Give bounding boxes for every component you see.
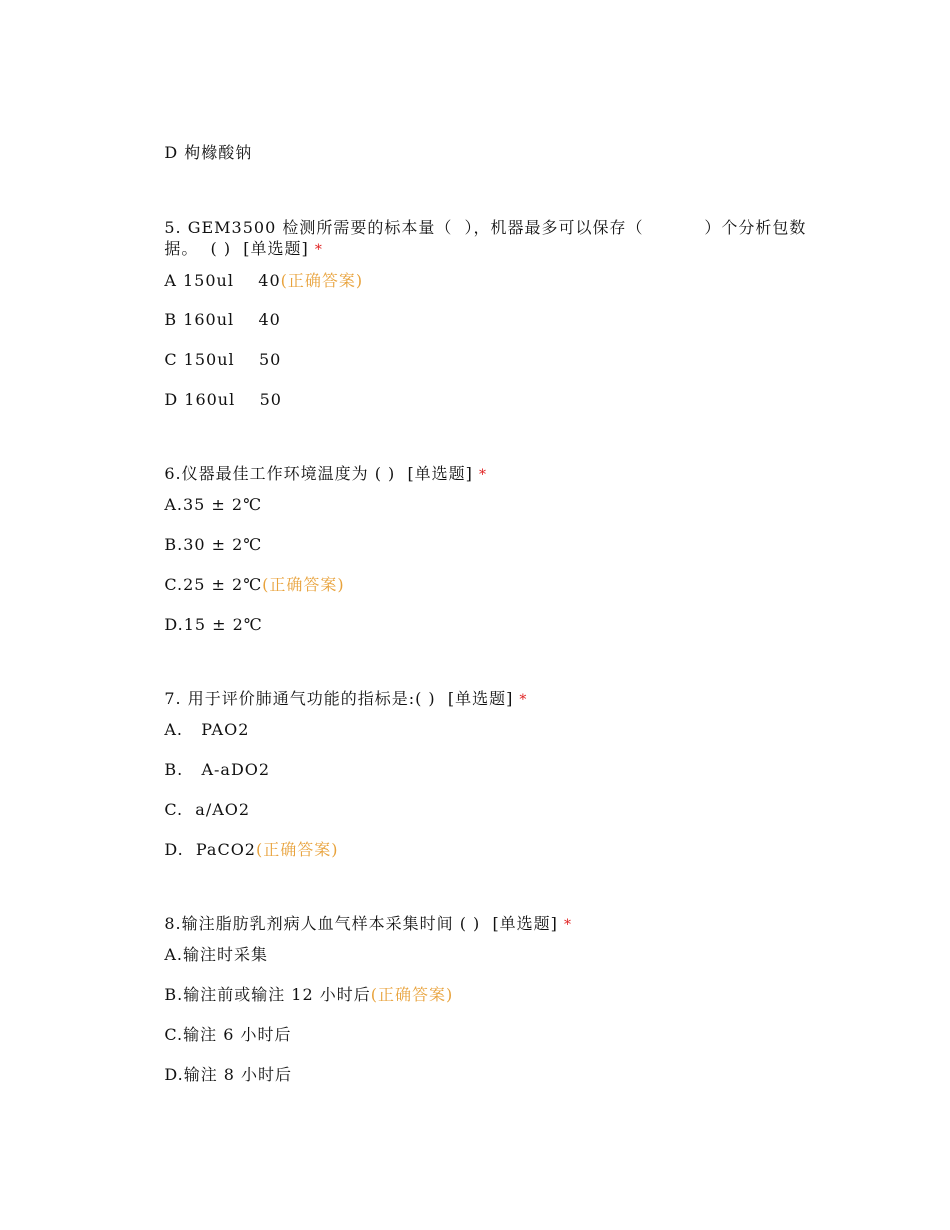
q8-title: 8.输注脂肪乳剂病人血气样本采集时间 ( ) [单选题] *	[164, 914, 573, 933]
q7-option-d: D. PaCO2(正确答案)	[164, 840, 339, 859]
q8-option-a: A.输注时采集	[164, 945, 268, 964]
required-mark: *	[314, 242, 323, 258]
correct-answer-label: (正确答案)	[255, 840, 339, 859]
q6-title: 6.仪器最佳工作环境温度为 ( ) [单选题] *	[164, 464, 488, 483]
q7-option-c: C. a/AO2	[164, 800, 251, 819]
q6-option-d: D.15 ± 2℃	[164, 615, 263, 634]
q7-option-a: A. PAO2	[164, 720, 250, 739]
q6-option-c: C.25 ± 2℃(正确答案)	[164, 575, 345, 594]
q4-option-d: D 枸橼酸钠	[164, 143, 253, 162]
q5-option-b: B 160ul 40	[164, 310, 281, 329]
correct-answer-label: (正确答案)	[370, 985, 454, 1004]
q8-option-b: B.输注前或输注 12 小时后(正确答案)	[164, 985, 454, 1004]
required-mark: *	[479, 467, 488, 483]
q5-title-line1: 5. GEM3500 检测所需要的标本量（ ），机器最多可以保存（ ）个分析包数	[164, 218, 807, 237]
q8-option-c: C.输注 6 小时后	[164, 1025, 292, 1044]
q6-option-a: A.35 ± 2℃	[164, 495, 262, 514]
required-mark: *	[519, 692, 528, 708]
q5-option-d: D 160ul 50	[164, 390, 282, 409]
correct-answer-label: (正确答案)	[280, 271, 364, 290]
q8-option-d: D.输注 8 小时后	[164, 1065, 293, 1084]
q6-option-b: B.30 ± 2℃	[164, 535, 263, 554]
q5-title-line2: 据。 ( ) [单选题] *	[164, 239, 323, 258]
q7-option-b: B. A-aDO2	[164, 760, 271, 779]
q5-option-c: C 150ul 50	[164, 350, 282, 369]
q7-title: 7. 用于评价肺通气功能的指标是:( ) [单选题] *	[164, 689, 528, 708]
correct-answer-label: (正确答案)	[262, 575, 345, 594]
q5-option-a: A 150ul 40(正确答案)	[164, 271, 364, 290]
required-mark: *	[564, 917, 573, 933]
